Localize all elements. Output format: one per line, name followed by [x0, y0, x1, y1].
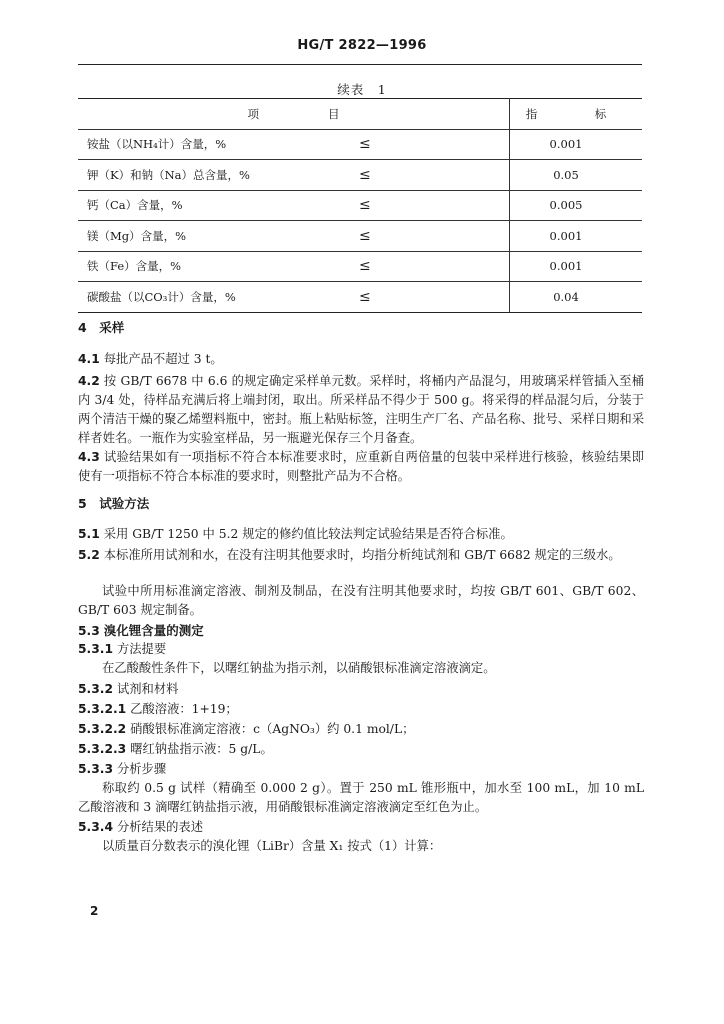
column-header-item: 项 目: [78, 99, 510, 130]
clause-number: 4.1: [78, 352, 100, 366]
row-value: 0.04: [510, 282, 643, 313]
clause-number: 5.3.3: [78, 762, 114, 776]
clause-number: 4.3: [78, 450, 100, 464]
clause-text: 乙酸溶液：1+19；: [130, 702, 238, 716]
clause-title: 方法提要: [116, 642, 167, 656]
clause-text: 采用 GB/T 1250 中 5.2 规定的修约值比较法判定试验结果是否符合标准。: [103, 527, 513, 541]
clause-text: 试验结果如有一项指标不符合本标准要求时，应重新自两倍量的包装中采样进行核验，核验结果即使有一项指标不符合本标准的要求时，则整批产品为不合格。: [78, 450, 644, 483]
clause-number: 5.2: [78, 548, 100, 562]
clause-number: 4.2: [78, 374, 100, 388]
table-row: [78, 160, 642, 191]
row-symbol: ≤: [317, 160, 510, 191]
row-item: 碳酸盐（以CO₃计）含量，%: [78, 282, 317, 313]
row-value: 0.005: [510, 190, 643, 221]
standard-number-header: HG/T 2822—1996: [297, 38, 427, 53]
clause-5-3-2-1: [78, 700, 644, 719]
clause-5-3-4: [78, 818, 644, 837]
row-item: 钾（K）和钠（Na）总含量，%: [78, 160, 317, 191]
clause-4-3: [78, 448, 644, 486]
clause-number: 5.3.2.2: [78, 722, 127, 736]
row-value: 0.05: [510, 160, 643, 191]
clause-title: 试剂和材料: [116, 682, 179, 696]
clause-text: 每批产品不超过 3 t。: [103, 352, 223, 366]
header-rule: [78, 64, 642, 65]
clause-number: 5.3.1: [78, 642, 114, 656]
row-symbol: ≤: [317, 129, 510, 160]
clause-5-2: [78, 546, 644, 565]
table-row: [78, 251, 642, 282]
clause-5-3-3: [78, 760, 644, 779]
row-symbol: ≤: [317, 251, 510, 282]
row-item: 镁（Mg）含量，%: [78, 221, 317, 252]
clause-number: 5.1: [78, 527, 100, 541]
table-caption: 续表 1: [337, 82, 387, 97]
row-symbol: ≤: [317, 282, 510, 313]
row-symbol: ≤: [317, 190, 510, 221]
clause-text: 硝酸银标准滴定溶液：c（AgNO₃）约 0.1 mol/L；: [130, 722, 415, 736]
section-5-heading: 5 试验方法: [78, 496, 150, 511]
row-value: 0.001: [510, 129, 643, 160]
clause-5-2-paragraph: 试验中所用标准滴定溶液、制剂及制品，在没有注明其他要求时，均按 GB/T 601、GB/T 602、GB/T 603 规定制备。: [78, 584, 644, 617]
clause-5-3-2-2: [78, 720, 644, 739]
clause-number: 5.3.2: [78, 682, 114, 696]
clause-5-3: [78, 621, 644, 641]
page-number: 2: [90, 904, 99, 918]
row-symbol: ≤: [317, 221, 510, 252]
spec-table: [78, 98, 642, 313]
clause-number: 5.3.2.1: [78, 702, 127, 716]
table-row: [78, 190, 642, 221]
clause-4-1: [78, 350, 644, 369]
row-item: 铁（Fe）含量，%: [78, 251, 317, 282]
column-header-spec: 指 标: [510, 99, 643, 130]
clause-5-3-4-text: 以质量百分数表示的溴化锂（LiBr）含量 X₁ 按式（1）计算：: [102, 839, 442, 853]
table-header-row: [78, 99, 642, 130]
table-row: [78, 221, 642, 252]
clause-4-2: [78, 372, 644, 448]
clause-title: 分析结果的表述: [116, 820, 204, 834]
clause-title: 溴化锂含量的测定: [103, 623, 204, 638]
table-row: [78, 282, 642, 313]
clause-5-3-1-text: 在乙酸酸性条件下，以曙红钠盐为指示剂，以硝酸银标准滴定溶液滴定。: [102, 661, 496, 675]
clause-5-3-1: [78, 640, 644, 659]
clause-5-3-2-3: [78, 740, 644, 759]
row-item: 钙（Ca）含量，%: [78, 190, 317, 221]
row-item: 铵盐（以NH₄计）含量，%: [78, 129, 317, 160]
row-value: 0.001: [510, 251, 643, 282]
clause-text: 曙红钠盐指示液：5 g/L。: [130, 742, 273, 756]
clause-text: 本标准所用试剂和水，在没有注明其他要求时，均指分析纯试剂和 GB/T 6682 规定的三级水。: [103, 548, 621, 562]
table-row: [78, 129, 642, 160]
clause-text: 按 GB/T 6678 中 6.6 的规定确定采样单元数。采样时，将桶内产品混匀，用玻璃采样管插入至桶内 3/4 处，待样品充满后将上端封闭，取出。所采样品不得少于 500 g。将采得的样品混匀后，分装于两个清洁干燥的聚乙烯塑料瓶中，密封。瓶上粘贴标签，注明生产厂名、产品名称、批号、采样日期和采样者姓名。一瓶作为实验室样品，另一瓶避光保存三个月备查。: [78, 374, 644, 445]
row-value: 0.001: [510, 221, 643, 252]
clause-number: 5.3: [78, 624, 100, 638]
clause-5-3-3-text: 称取约 0.5 g 试样（精确至 0.000 2 g）。置于 250 mL 锥形瓶中，加水至 100 mL，加 10 mL 乙酸溶液和 3 滴曙红钠盐指示液，用硝酸银标准滴定溶液滴定至红色为止。: [78, 781, 644, 814]
clause-5-3-2: [78, 680, 644, 699]
clause-title: 分析步骤: [116, 762, 167, 776]
clause-number: 5.3.2.3: [78, 742, 127, 756]
section-4-heading: 4 采样: [78, 320, 125, 335]
clause-5-1: [78, 525, 644, 544]
clause-number: 5.3.4: [78, 820, 114, 834]
